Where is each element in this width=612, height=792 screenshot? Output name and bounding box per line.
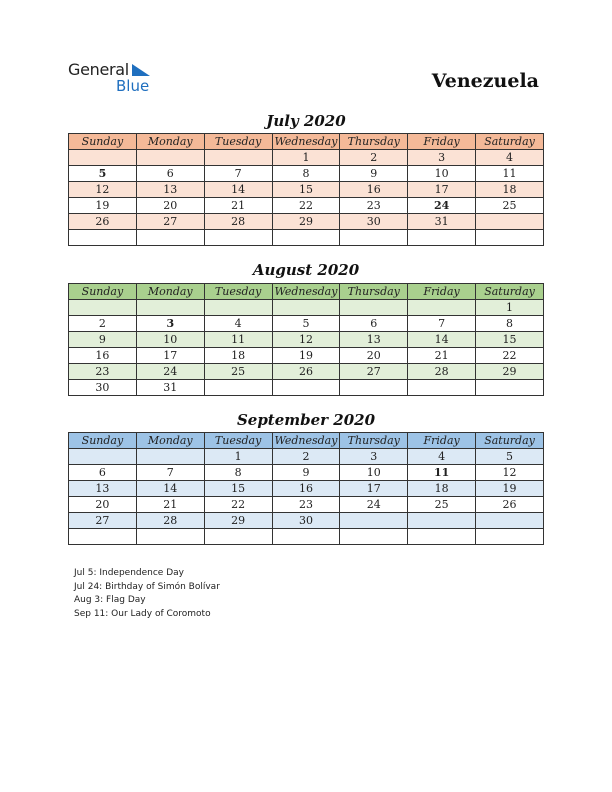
- day-cell: 20: [69, 497, 137, 513]
- day-cell: 30: [340, 214, 408, 230]
- empty-day-cell: [272, 300, 340, 316]
- weekday-saturday: Saturday: [476, 284, 544, 300]
- day-cell: 23: [340, 198, 408, 214]
- holiday-day-cell: 11: [408, 465, 476, 481]
- day-cell: 6: [136, 166, 204, 182]
- day-cell: 27: [136, 214, 204, 230]
- week-row: [69, 513, 544, 529]
- empty-day-cell: [136, 529, 204, 545]
- weekday-thursday: Thursday: [340, 134, 408, 150]
- day-cell: 23: [69, 364, 137, 380]
- day-cell: 12: [272, 332, 340, 348]
- weekday-wednesday: Wednesday: [272, 284, 340, 300]
- day-cell: 19: [476, 481, 544, 497]
- day-cell: 24: [136, 364, 204, 380]
- weekday-thursday: Thursday: [340, 284, 408, 300]
- holiday-note: Jul 24: Birthday of Simón Bolívar: [74, 581, 220, 592]
- week-row: [69, 150, 544, 166]
- day-cell: 11: [476, 166, 544, 182]
- day-cell: 14: [408, 332, 476, 348]
- week-row: [69, 497, 544, 513]
- weekday-sunday: Sunday: [69, 134, 137, 150]
- weekday-header-row: [69, 134, 544, 150]
- day-cell: 30: [272, 513, 340, 529]
- weekday-sunday: Sunday: [69, 284, 137, 300]
- day-cell: 15: [204, 481, 272, 497]
- day-cell: 3: [340, 449, 408, 465]
- day-cell: 8: [476, 316, 544, 332]
- empty-day-cell: [476, 513, 544, 529]
- empty-day-cell: [136, 449, 204, 465]
- weekday-friday: Friday: [408, 433, 476, 449]
- day-cell: 2: [69, 316, 137, 332]
- day-cell: 5: [272, 316, 340, 332]
- empty-day-cell: [204, 380, 272, 396]
- empty-day-cell: [69, 529, 137, 545]
- weekday-friday: Friday: [408, 284, 476, 300]
- day-cell: 22: [476, 348, 544, 364]
- week-row: [69, 364, 544, 380]
- day-cell: 25: [408, 497, 476, 513]
- empty-day-cell: [408, 230, 476, 246]
- weekday-tuesday: Tuesday: [204, 284, 272, 300]
- day-cell: 26: [272, 364, 340, 380]
- month-title-july: July 2020: [266, 112, 346, 130]
- calendar-september: [68, 432, 544, 545]
- empty-day-cell: [272, 380, 340, 396]
- day-cell: 24: [340, 497, 408, 513]
- weekday-monday: Monday: [136, 433, 204, 449]
- weekday-wednesday: Wednesday: [272, 433, 340, 449]
- day-cell: 31: [408, 214, 476, 230]
- day-cell: 17: [136, 348, 204, 364]
- calendar-july: [68, 133, 544, 246]
- day-cell: 7: [204, 166, 272, 182]
- weekday-thursday: Thursday: [340, 433, 408, 449]
- month-title-august: August 2020: [252, 261, 360, 279]
- weekday-wednesday: Wednesday: [272, 134, 340, 150]
- week-row: [69, 316, 544, 332]
- empty-day-cell: [69, 150, 137, 166]
- empty-day-cell: [476, 230, 544, 246]
- day-cell: 14: [136, 481, 204, 497]
- day-cell: 17: [340, 481, 408, 497]
- empty-day-cell: [408, 513, 476, 529]
- country-title: Venezuela: [431, 70, 539, 92]
- day-cell: 14: [204, 182, 272, 198]
- week-row: [69, 380, 544, 396]
- day-cell: 16: [69, 348, 137, 364]
- day-cell: 9: [272, 465, 340, 481]
- day-cell: 19: [69, 198, 137, 214]
- day-cell: 6: [340, 316, 408, 332]
- week-row: [69, 182, 544, 198]
- day-cell: 22: [204, 497, 272, 513]
- holiday-notes: [74, 567, 220, 621]
- empty-day-cell: [408, 380, 476, 396]
- day-cell: 23: [272, 497, 340, 513]
- day-cell: 4: [476, 150, 544, 166]
- empty-day-cell: [69, 230, 137, 246]
- day-cell: 6: [69, 465, 137, 481]
- week-row: [69, 481, 544, 497]
- day-cell: 28: [204, 214, 272, 230]
- week-row: [69, 348, 544, 364]
- logo-flag-icon: [132, 62, 152, 78]
- empty-day-cell: [136, 230, 204, 246]
- day-cell: 15: [476, 332, 544, 348]
- holiday-note: Aug 3: Flag Day: [74, 595, 146, 605]
- day-cell: 13: [69, 481, 137, 497]
- empty-day-cell: [340, 529, 408, 545]
- day-cell: 10: [136, 332, 204, 348]
- day-cell: 7: [408, 316, 476, 332]
- week-row: [69, 214, 544, 230]
- weekday-monday: Monday: [136, 284, 204, 300]
- day-cell: 26: [476, 497, 544, 513]
- empty-day-cell: [272, 529, 340, 545]
- day-cell: 28: [136, 513, 204, 529]
- holiday-note: Jul 5: Independence Day: [74, 568, 184, 578]
- day-cell: 18: [408, 481, 476, 497]
- weekday-saturday: Saturday: [476, 433, 544, 449]
- day-cell: 4: [408, 449, 476, 465]
- day-cell: 9: [69, 332, 137, 348]
- week-row: [69, 166, 544, 182]
- empty-day-cell: [340, 513, 408, 529]
- week-row: [69, 529, 544, 545]
- month-title-september: September 2020: [236, 411, 376, 429]
- week-row: [69, 198, 544, 214]
- day-cell: 2: [340, 150, 408, 166]
- empty-day-cell: [136, 150, 204, 166]
- day-cell: 16: [272, 481, 340, 497]
- day-cell: 1: [204, 449, 272, 465]
- day-cell: 28: [408, 364, 476, 380]
- day-cell: 1: [272, 150, 340, 166]
- day-cell: 22: [272, 198, 340, 214]
- empty-day-cell: [69, 300, 137, 316]
- day-cell: 2: [272, 449, 340, 465]
- day-cell: 1: [476, 300, 544, 316]
- weekday-header-row: [69, 284, 544, 300]
- day-cell: 10: [408, 166, 476, 182]
- day-cell: 19: [272, 348, 340, 364]
- day-cell: 29: [476, 364, 544, 380]
- logo-text-blue: Blue: [116, 77, 150, 95]
- day-cell: 25: [204, 364, 272, 380]
- holiday-day-cell: 24: [408, 198, 476, 214]
- day-cell: 8: [272, 166, 340, 182]
- holiday-note: Sep 11: Our Lady of Coromoto: [74, 608, 211, 619]
- weekday-sunday: Sunday: [69, 433, 137, 449]
- day-cell: 21: [408, 348, 476, 364]
- day-cell: 18: [476, 182, 544, 198]
- empty-day-cell: [340, 380, 408, 396]
- day-cell: 17: [408, 182, 476, 198]
- day-cell: 18: [204, 348, 272, 364]
- day-cell: 13: [136, 182, 204, 198]
- week-row: [69, 449, 544, 465]
- holiday-day-cell: 3: [136, 316, 204, 332]
- empty-day-cell: [340, 230, 408, 246]
- weekday-header-row: [69, 433, 544, 449]
- week-row: [69, 230, 544, 246]
- weekday-monday: Monday: [136, 134, 204, 150]
- day-cell: 7: [136, 465, 204, 481]
- weekday-tuesday: Tuesday: [204, 433, 272, 449]
- day-cell: 16: [340, 182, 408, 198]
- empty-day-cell: [204, 230, 272, 246]
- empty-day-cell: [69, 449, 137, 465]
- day-cell: 3: [408, 150, 476, 166]
- day-cell: 5: [476, 449, 544, 465]
- calendar-august: [68, 283, 544, 396]
- empty-day-cell: [408, 529, 476, 545]
- empty-day-cell: [204, 529, 272, 545]
- week-row: [69, 300, 544, 316]
- empty-day-cell: [272, 230, 340, 246]
- week-row: [69, 465, 544, 481]
- day-cell: 10: [340, 465, 408, 481]
- day-cell: 26: [69, 214, 137, 230]
- day-cell: 20: [136, 198, 204, 214]
- day-cell: 13: [340, 332, 408, 348]
- generalblue-logo: [68, 60, 168, 96]
- empty-day-cell: [476, 380, 544, 396]
- day-cell: 27: [340, 364, 408, 380]
- day-cell: 15: [272, 182, 340, 198]
- logo-text-general: General: [68, 60, 129, 79]
- empty-day-cell: [340, 300, 408, 316]
- week-row: [69, 332, 544, 348]
- empty-day-cell: [136, 300, 204, 316]
- day-cell: 11: [204, 332, 272, 348]
- day-cell: 30: [69, 380, 137, 396]
- empty-day-cell: [476, 529, 544, 545]
- day-cell: 12: [69, 182, 137, 198]
- day-cell: 12: [476, 465, 544, 481]
- weekday-saturday: Saturday: [476, 134, 544, 150]
- day-cell: 31: [136, 380, 204, 396]
- day-cell: 21: [136, 497, 204, 513]
- weekday-friday: Friday: [408, 134, 476, 150]
- day-cell: 20: [340, 348, 408, 364]
- holiday-day-cell: 5: [69, 166, 137, 182]
- day-cell: 9: [340, 166, 408, 182]
- day-cell: 27: [69, 513, 137, 529]
- day-cell: 29: [272, 214, 340, 230]
- empty-day-cell: [408, 300, 476, 316]
- day-cell: 21: [204, 198, 272, 214]
- day-cell: 4: [204, 316, 272, 332]
- empty-day-cell: [204, 300, 272, 316]
- day-cell: 29: [204, 513, 272, 529]
- weekday-tuesday: Tuesday: [204, 134, 272, 150]
- empty-day-cell: [476, 214, 544, 230]
- day-cell: 8: [204, 465, 272, 481]
- day-cell: 25: [476, 198, 544, 214]
- empty-day-cell: [204, 150, 272, 166]
